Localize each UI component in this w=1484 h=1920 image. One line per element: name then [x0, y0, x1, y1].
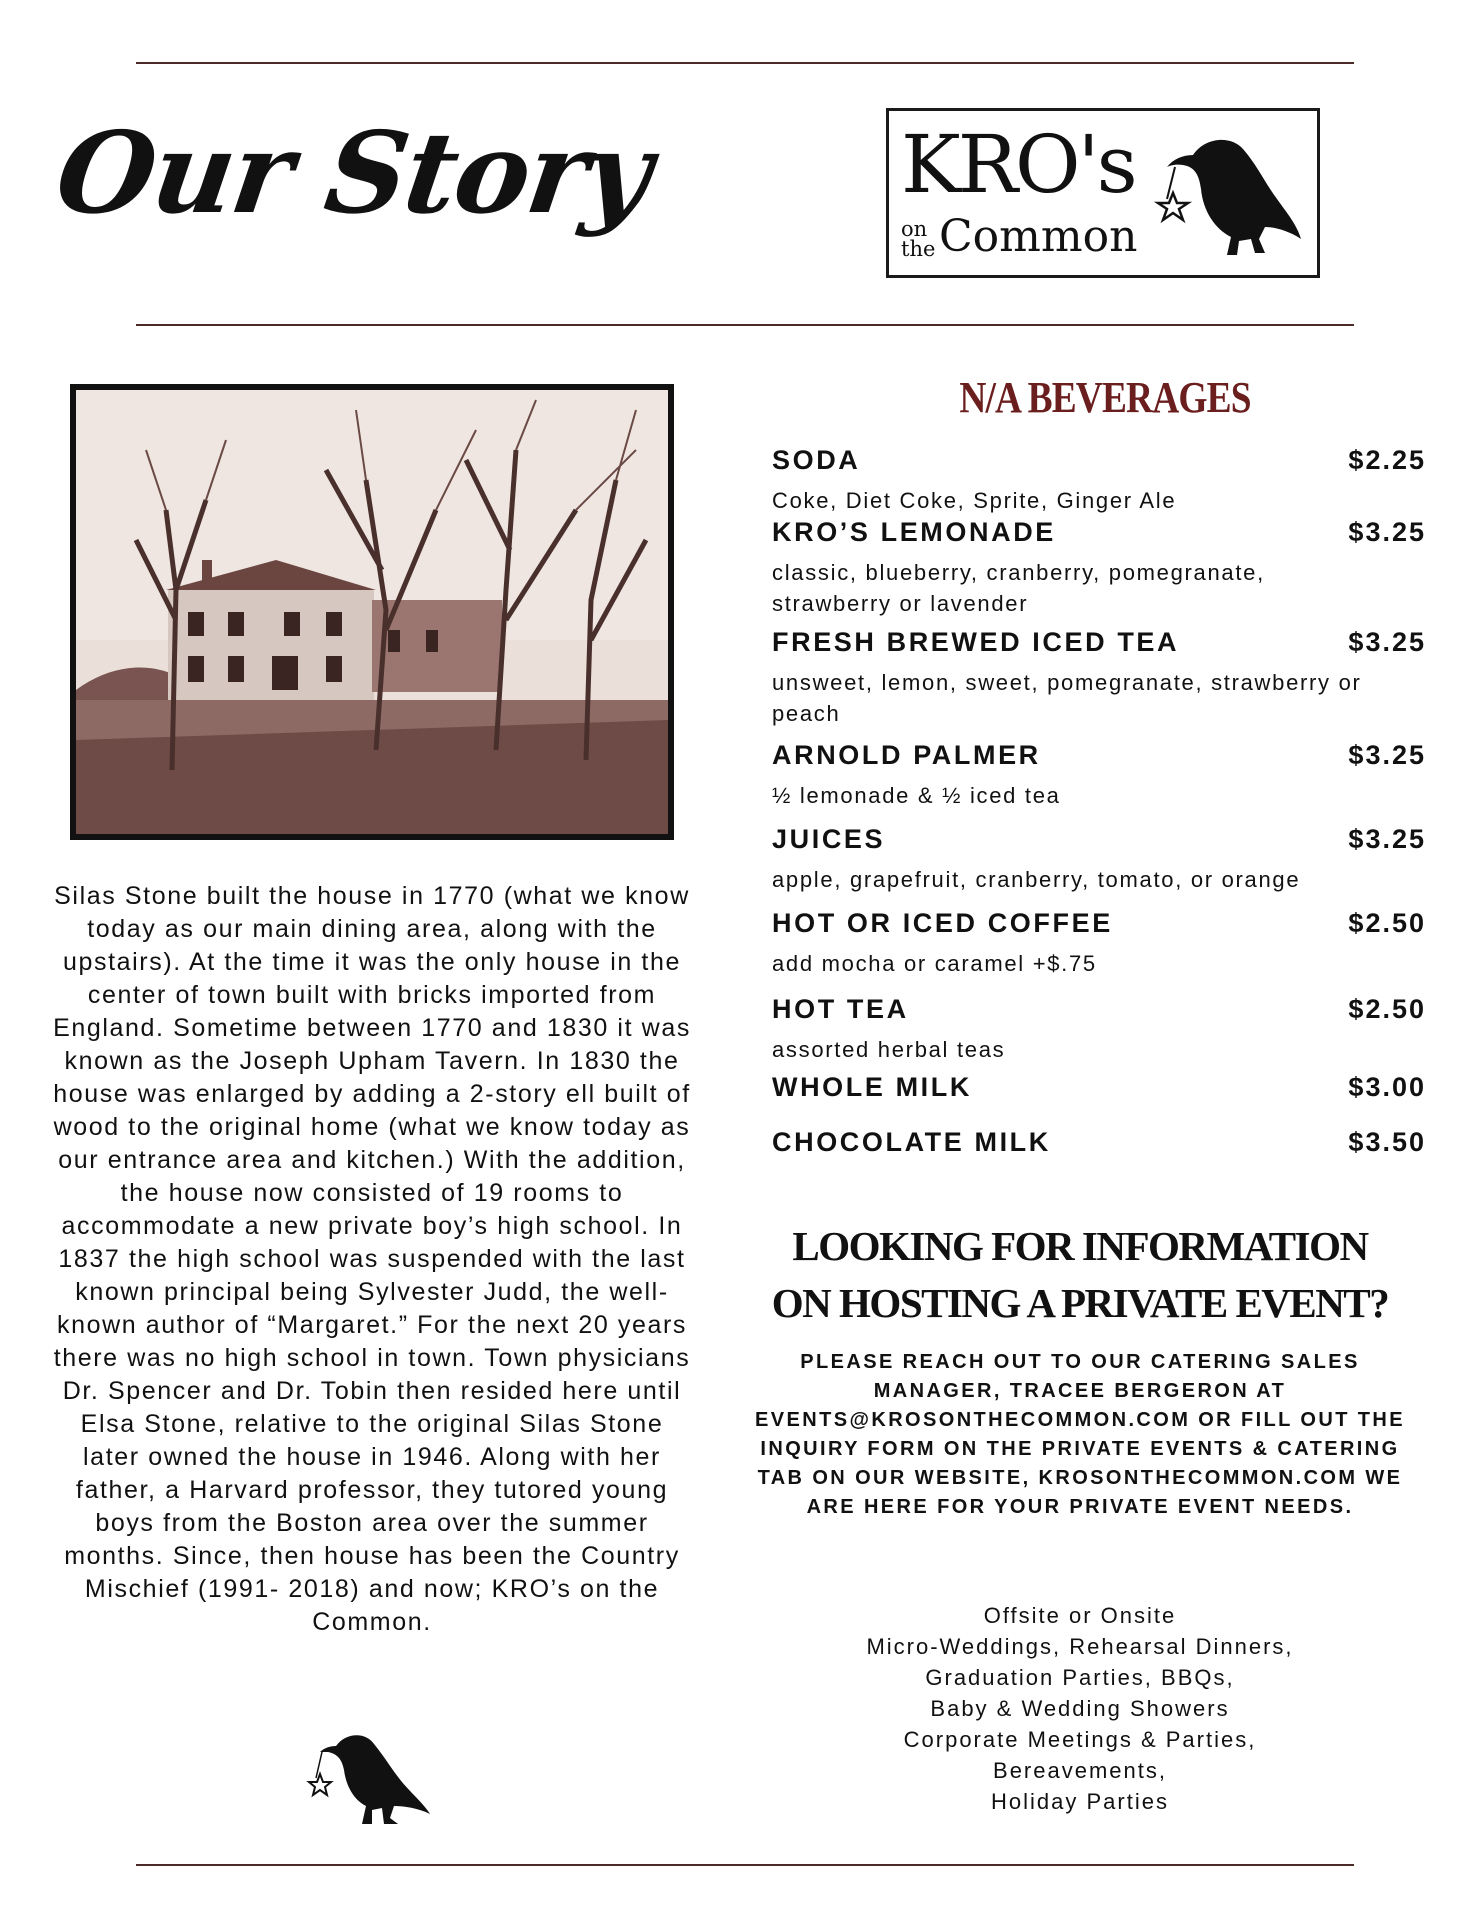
list-item: Baby & Wedding Showers	[930, 1696, 1230, 1721]
item-price: $2.25	[1348, 445, 1426, 475]
story-text: Silas Stone built the house in 1770 (what we know today as our main dining area, along with the upstairs). At the time it was the only house in the center of town built with bricks imported from England. Sometime between 1770 and 1830 it was known as the Joseph Upham Tavern. In 1830 the house was enlarged by adding a 2-story ell built of wood to the original home (what we know today as our entrance area and kitchen.) With the addition, the house now consisted of 19 rooms to accommodate a new private boy’s high school. In 1837 the high school was suspended with the last known principal being Sylvester Judd, the well-known author of “Margaret.” For the next 20 years there was no high school in town. Town physicians Dr. Spencer and Dr. Tobin then resided here until Elsa Stone, relative to the original Silas Stone later owned the house in 1946. Along with her father, a Harvard professor, they tutored young boys from the Boston area over the summer months. Since, then house has been the Country Mischief (1991- 2018) and now; KRO’s on the Common.	[53, 882, 691, 1636]
item-name: KRO’S LEMONADE	[772, 517, 1056, 547]
item-name: CHOCOLATE MILK	[772, 1127, 1051, 1157]
item-price: $2.50	[1348, 908, 1426, 938]
logo	[886, 108, 1320, 278]
item-price: $3.25	[1348, 740, 1426, 770]
item-name: HOT TEA	[772, 994, 909, 1024]
item-description: unsweet, lemon, sweet, pomegranate, strawberry or peach	[772, 670, 1362, 726]
item-price: $3.25	[1348, 824, 1426, 854]
list-item: Bereavements,	[993, 1758, 1167, 1783]
item-description: assorted herbal teas	[772, 1037, 1006, 1062]
item-description: add mocha or caramel +$.75	[772, 951, 1097, 976]
item-description: classic, blueberry, cranberry, pomegranate, strawberry or lavender	[772, 560, 1265, 616]
historic-house-photo	[70, 384, 674, 840]
event-contact-info: PLEASE REACH OUT TO OUR CATERING SALES MANAGER, TRACEE BERGERON AT EVENTS@KROSONTHECOMMON.COM OR FILL OUT THE INQUIRY FORM ON THE PRIVATE EVENTS & CATERING TAB ON OUR WEBSITE, KROSONTHECOMMON.COM WE ARE HERE FOR YOUR PRIVATE EVENT NEEDS.	[755, 1351, 1405, 1518]
header-divider	[136, 324, 1354, 326]
logo-common: Common	[939, 211, 1138, 262]
item-price: $3.50	[1348, 1127, 1426, 1157]
list-item: Micro-Weddings, Rehearsal Dinners,	[866, 1634, 1294, 1659]
list-item: Holiday Parties	[991, 1789, 1169, 1814]
top-divider	[136, 62, 1354, 64]
logo-on-the: on the	[901, 217, 936, 261]
list-item: Offsite or Onsite	[983, 1603, 1177, 1628]
logo-name: KRO's	[901, 118, 1135, 211]
item-name: JUICES	[772, 824, 886, 854]
item-name: HOT OR ICED COFFEE	[772, 908, 1113, 938]
page-title: Our Story	[48, 108, 658, 239]
event-heading: LOOKING FOR INFORMATION ON HOSTING A PRIVATE EVENT?	[771, 1223, 1389, 1326]
item-price: $3.00	[1348, 1072, 1426, 1102]
menu-title: N/A BEVERAGES	[959, 373, 1251, 422]
list-item: Corporate Meetings & Parties,	[903, 1727, 1257, 1752]
crow-star-icon	[306, 1726, 436, 1826]
crow-star-icon	[1153, 127, 1303, 265]
item-price: $2.50	[1348, 994, 1426, 1024]
item-name: ARNOLD PALMER	[772, 740, 1041, 770]
event-types-list	[780, 1600, 1380, 1817]
item-name: SODA	[772, 445, 861, 475]
item-price: $3.25	[1348, 517, 1426, 547]
item-description: Coke, Diet Coke, Sprite, Ginger Ale	[772, 488, 1177, 513]
bottom-divider	[136, 1864, 1354, 1866]
item-description: ½ lemonade & ½ iced tea	[772, 783, 1061, 808]
item-name: WHOLE MILK	[772, 1072, 972, 1102]
item-price: $3.25	[1348, 627, 1426, 657]
item-name: FRESH BREWED ICED TEA	[772, 627, 1180, 657]
item-description: apple, grapefruit, cranberry, tomato, or orange	[772, 867, 1301, 892]
list-item: Graduation Parties, BBQs,	[925, 1665, 1235, 1690]
